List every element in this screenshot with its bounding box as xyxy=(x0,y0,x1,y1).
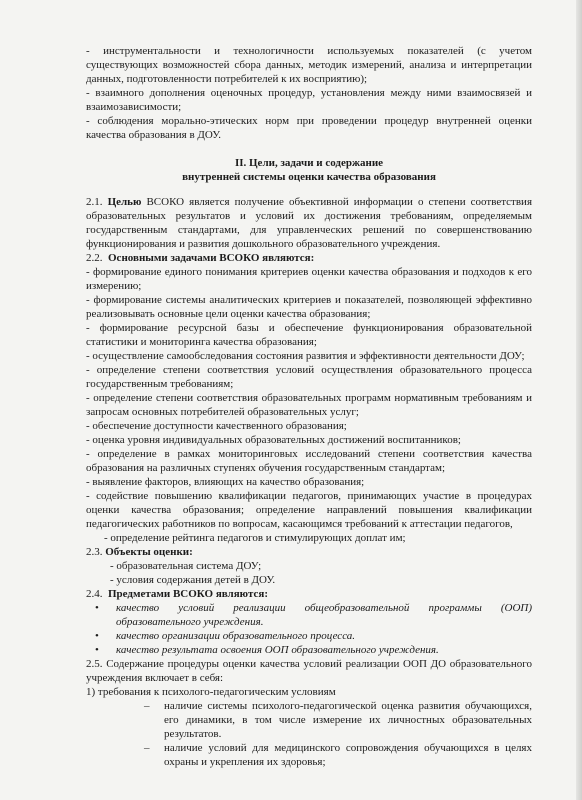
paragraph-number: 2.1. xyxy=(86,196,103,208)
paragraph-number: 2.2. xyxy=(86,252,103,264)
intro-item: - взаимного дополнения оценочных процедур, установления между ними взаимосвязей и взаимозависимости; xyxy=(86,87,532,113)
task-item: - определение степени соответствия образовательных программ нормативным требованиям и запросам основных потребителей образовательных услуг; xyxy=(86,392,532,418)
task-item: - содействие повышению квалификации педагогов, принимающих участие в процедурах оценки качества образования; определение направлений повышения квалификации педагогических работников по вопросам, касающимся требований к аттестации педагогов, xyxy=(86,490,532,530)
task-item: - оценка уровня индивидуальных образовательных достижений воспитанников; xyxy=(86,434,461,446)
intro-item: - инструментальности и технологичности используемых показателей (с учетом существующих возможностей сбора данных, методик измерений, анализа и интерпретации данных, подготовленности потребителей к их восприятию); xyxy=(86,45,532,85)
task-item: - определение в рамках мониторинговых исследований степени соответствия качества образования на различных ступенях обучения государственным стандартам; xyxy=(86,448,532,474)
paragraph-bold-term: Основными задачами ВСОКО являются: xyxy=(108,252,315,264)
paragraph-2-3-heading xyxy=(86,545,532,559)
requirement-1: 1) требования к психолого-педагогическим условиям xyxy=(86,686,336,698)
paragraph-bold-term: Объекты оценки: xyxy=(105,546,193,558)
subjects-list xyxy=(86,601,532,657)
task-item: - формирование системы аналитических критериев и показателей, позволяющей эффективно реализовывать основные цели оценки качества образования; xyxy=(86,294,532,320)
subject-item: • качество организации образовательного процесса. xyxy=(95,630,356,642)
requirement-subitem: – наличие условий для медицинского сопровождения обучающихся в целях охраны и укрепления их здоровья; xyxy=(144,742,532,768)
task-item: - осуществление самообследования состояния развития и эффективности деятельности ДОУ; xyxy=(86,350,525,362)
task-item: - обеспечение доступности качественного образования; xyxy=(86,420,347,432)
paragraph-number: 2.4. xyxy=(86,588,103,600)
task-item: - определение степени соответствия условий осуществления образовательного процесса государственным требованиям; xyxy=(86,364,532,390)
paragraph-bold-term: Предметами ВСОКО являются: xyxy=(108,588,268,600)
object-item: - образовательная система ДОУ; xyxy=(110,560,262,572)
dash-icon: – xyxy=(144,742,150,754)
paragraph-2-2-heading xyxy=(86,251,532,265)
dash-icon: – xyxy=(144,700,150,712)
page-edge-shadow xyxy=(576,0,582,800)
paragraph-bold-term: Целью xyxy=(107,196,142,208)
bullet-icon: • xyxy=(95,602,99,614)
object-item: - условия содержания детей в ДОУ. xyxy=(110,574,276,586)
paragraph-number: 2.3. xyxy=(86,546,103,558)
paragraph-2-1 xyxy=(86,195,532,251)
subject-item: • качество условий реализации общеобразовательной программы (ООП) образовательного учреждения. xyxy=(95,602,532,628)
paragraph-2-4-heading xyxy=(86,587,532,601)
paragraph-text: ВСОКО является получение объективной информации о степени соответствия образовательных результатов и условий их достижения требованиям, определяемым государственным стандартами, для управленческих решений по совершенствованию функционирования и развития дошкольного образовательного учреждения. xyxy=(86,196,533,250)
task-item: - определение рейтинга педагогов и стимулирующих доплат им; xyxy=(104,532,406,544)
task-item: - формирование единого понимания критериев оценки качества образования и подходов к его измерению; xyxy=(86,266,532,292)
section-title xyxy=(86,156,532,184)
bullet-icon: • xyxy=(95,630,99,642)
paragraph-2-5: 2.5. Содержание процедуры оценки качества условий реализации ООП ДО образовательного учреждения включает в себя: xyxy=(86,658,532,684)
task-item: - выявление факторов, влияющих на качество образования; xyxy=(86,476,365,488)
intro-list xyxy=(86,44,532,142)
tasks-list xyxy=(86,265,532,545)
task-item: - формирование ресурсной базы и обеспечение функционирования образовательной статистики и мониторинга качества образования; xyxy=(86,322,532,348)
section-title-line1: II. Цели, задачи и содержание xyxy=(234,157,384,169)
section-title-line2: внутренней системы оценки качества образования xyxy=(182,171,436,183)
intro-item: - соблюдения морально-этических норм при проведении процедур внутренней оценки качества образования в ДОУ. xyxy=(86,115,532,141)
requirement-subitem: – наличие системы психолого-педагогической оценка развития обучающихся, его динамики, в том числе измерение их личностных образовательных результатов. xyxy=(144,700,532,740)
bullet-icon: • xyxy=(95,644,99,656)
subject-item: • качество результата освоения ООП образовательного учреждения. xyxy=(95,644,439,656)
objects-list xyxy=(86,559,532,587)
requirements-sublist xyxy=(86,699,532,769)
